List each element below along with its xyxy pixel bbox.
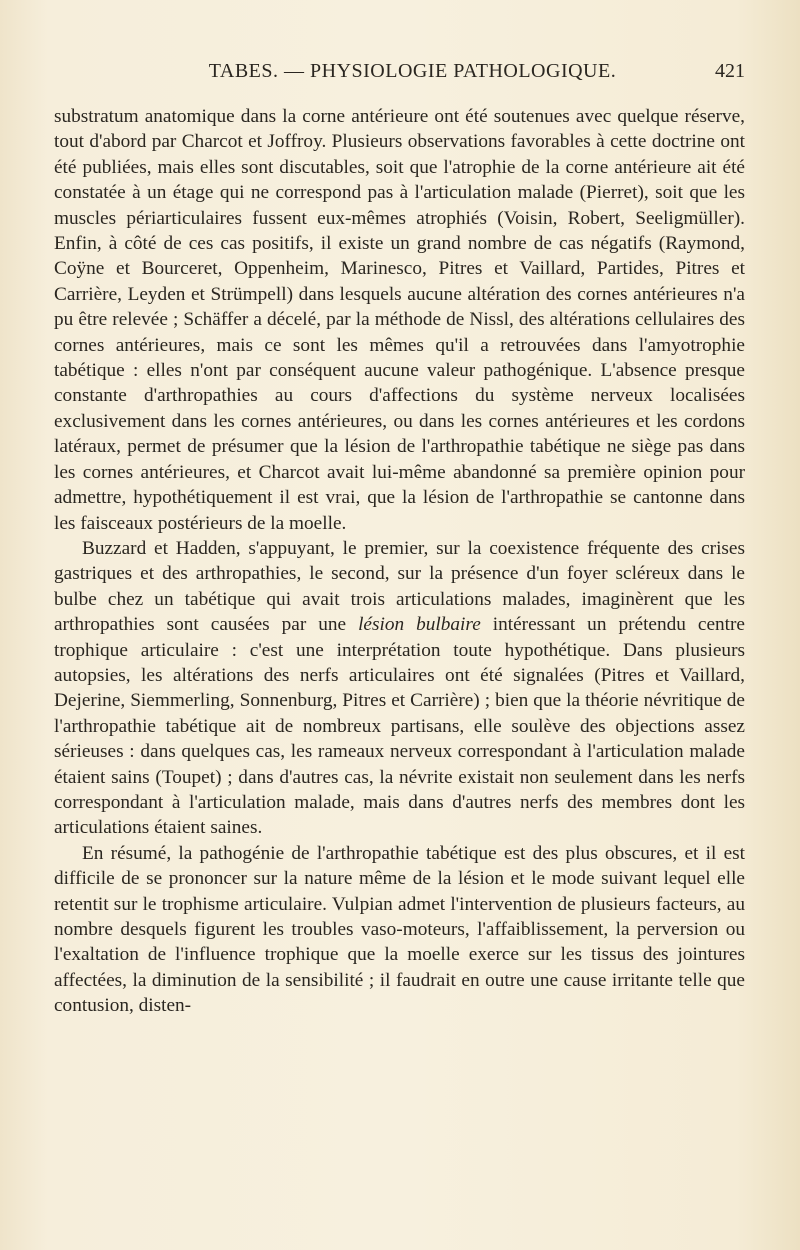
page-number: 421 bbox=[715, 60, 745, 82]
page-header bbox=[80, 60, 745, 90]
paragraph-2 bbox=[54, 536, 745, 841]
paragraph-1: substratum anatomique dans la corne antérieure ont été soutenues avec quelque réserve, tout d'abord par Charcot et Joffroy. Plusieurs observations favorables à cette doctrine ont été publiées, mais elles sont discutables, soit que l'atrophie de la corne antérieure ait été constatée à un étage qui ne correspond pas à l'articulation malade (Pierret), soit que les muscles périarticulaires fussent eux-mêmes atrophiés (Voisin, Robert, Seeligmüller). Enfin, à côté de ces cas positifs, il existe un grand nombre de cas négatifs (Raymond, Coÿne et Bourceret, Oppenheim, Marinesco, Pitres et Vaillard, Partides, Pitres et Carrière, Leyden et Strümpell) dans lesquels aucune altération des cornes antérieures n'a pu être relevée ; Schäffer a décelé, par la méthode de Nissl, des altérations cellulaires des cornes antérieures, mais ce sont les mêmes qu'il a retrouvées dans l'amyotrophie tabétique : elles n'ont par conséquent aucune valeur pathogénique. L'absence presque constante d'arthropathies au cours d'affections du système nerveux localisées exclusivement dans les cornes antérieures, ou dans les cornes antérieures et les cordons latéraux, permet de présumer que la lésion de l'arthropathie tabétique ne siège pas dans les cornes antérieures, et Charcot avait lui-même abandonné sa première opinion pour admettre, hypothétiquement il est vrai, que la lésion de l'arthropathie se cantonne dans les faisceaux postérieurs de la moelle. bbox=[54, 106, 745, 534]
italic-term: lésion bulbaire bbox=[358, 614, 481, 636]
paragraph-2-start: Buzzard et Hadden, s'appuyant, le premier, sur la coexistence fréquente des crises gastriques et des arthropathies, le second, sur la présence d'un foyer scléreux dans le bulbe chez un tabétique qui avait trois articulations malades, imaginèrent que les arthropathies sont causées par une bbox=[54, 537, 745, 636]
paragraph-3: En résumé, la pathogénie de l'arthropathie tabétique est des plus obscures, et il est difficile de se prononcer sur la nature même de la lésion et le mode suivant lequel elle retentit sur le trophisme articulaire. Vulpian admet l'intervention de plusieurs facteurs, au nombre desquels figurent les troubles vaso-moteurs, l'affaiblissement, la perversion ou l'exaltation de l'influence trophique que la moelle exerce sur les tissus des jointures affectées, la diminution de la sensibilité ; il faudrait en outre une cause irritante telle que contusion, disten- bbox=[54, 842, 745, 1017]
running-title: TABES. — PHYSIOLOGIE PATHOLOGIQUE. bbox=[208, 60, 617, 82]
paragraph-2-end: intéressant un prétendu centre trophique articulaire : c'est une interprétation toute hypothétique. Dans plusieurs autopsies, les altérations des nerfs articulaires ont été signalées (Pitres et Vaillard, Dejerine, Siemmerling, Sonnenburg, Pitres et Carrière) ; bien que la théorie névritique de l'arthropathie tabétique ait de nombreux partisans, elle soulève des objections assez sérieuses : dans quelques cas, les rameaux nerveux correspondant à l'articulation malade étaient sains (Toupet) ; dans d'autres cas, la névrite existait non seulement dans les nerfs correspondant à l'articulation malade, mais dans d'autres nerfs des membres dont les articulations étaient saines. bbox=[54, 614, 745, 839]
body-text bbox=[54, 104, 745, 1019]
